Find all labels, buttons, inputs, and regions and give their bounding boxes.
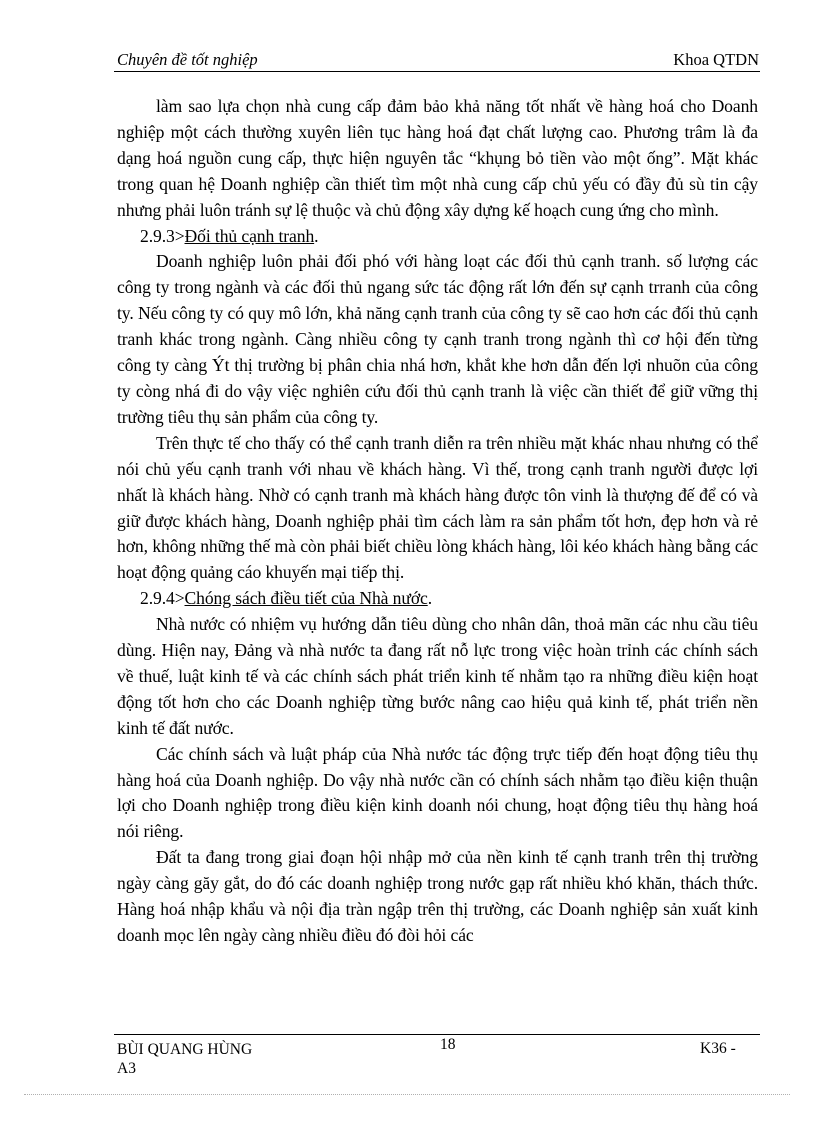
paragraph: Đất ta đang trong giai đoạn hội nhập mở của nền kinh tế cạnh tranh trên thị trường ngày càng găy gắt, do đó các doanh nghiệp trong nước gạp rất nhiều khó khăn, thách thức. Hàng hoá nhập khẩu và nội địa tràn ngập trên thị trường, các Doanh nghiệp sản xuất kinh doanh mọc lên ngày càng nhiều điều đó đòi hỏi các (117, 847, 758, 945)
paragraph: làm sao lựa chọn nhà cung cấp đảm bảo khả năng tốt nhất về hàng hoá cho Doanh nghiệp một cách thường xuyên liên tục hàng hoá đạt chất lượng cao. Phương trâm là đa dạng hoá nguồn cung cấp, thực hiện nguyên tắc “khụng bỏ tiền vào một ống”. Mặt khác trong quan hệ Doanh nghiệp cần thiết tìm một nhà cung cấp chủ yếu có đầy đủ sù tin cậy nhưng phải luôn tránh sự lệ thuộc và chủ động xây dựng kế hoạch cung ứng cho mình. (117, 96, 758, 220)
page-bottom-margin-line (24, 1094, 790, 1095)
page-number: 18 (440, 1036, 456, 1053)
section-number: 2.9.3> (140, 225, 185, 246)
section-heading-2-9-4 (117, 586, 758, 612)
author-group: A3 (117, 1060, 136, 1077)
author-name: BÙI QUANG HÙNG (117, 1041, 253, 1058)
section-number: 2.9.4> (140, 588, 185, 609)
footer-divider (114, 1034, 760, 1035)
section-title-end: . (314, 225, 319, 246)
footer-author (117, 1040, 277, 1078)
header-faculty: Khoa QTDN (673, 50, 759, 69)
section-title-end: . (427, 588, 433, 609)
section-title: Đối thủ cạnh tranh (184, 225, 315, 246)
section-heading-2-9-3 (117, 224, 758, 250)
paragraph: Các chính sách và luật pháp của Nhà nước tác động trực tiếp đến hoạt động tiêu thụ hàng hoá của Doanh nghiệp. Do vậy nhà nước cần có chính sách nhằm tạo điều kiện thuận lợi cho Doanh nghiệp trong điều kiện kinh doanh nói chung, hoạt động tiêu thụ hàng hoá nói riêng. (117, 743, 758, 842)
page-body (117, 94, 758, 949)
paragraph: Trên thực tế cho thấy có thể cạnh tranh diễn ra trên nhiều mặt khác nhau nhưng có thể nói chủ yếu cạnh tranh với nhau về khách hàng. Vì thế, trong cạnh tranh người được lợi nhất là khách hàng. Nhờ có cạnh tranh mà khách hàng được tôn vinh là thượng đế để có và giữ được khách hàng, Doanh nghiệp phải tìm cách làm ra sản phẩm tốt hơn, đẹp hơn và rẻ hơn, không những thế mà còn phải biết chiều lòng khách hàng, lôi kéo khách hàng bằng các hoạt động quảng cáo khuyến mại tiếp thị. (117, 432, 758, 583)
paragraph: Nhà nước có nhiệm vụ hướng dẫn tiêu dùng cho nhân dân, thoả mãn các nhu cầu tiêu dùng. Hiện nay, Đảng và nhà nước ta đang rất nỗ lực trong việc hoàn trỉnh các chính sách về thuế, luật kinh tế và các chính sách phát triển kinh tế nhằm tạo ra những điều kiện hoạt động tốt hơn cho các Doanh nghiệp từng bước nâng cao hiệu quả kinh tế, phát triển nền kinh tế đất nước. (117, 614, 758, 738)
paragraph: Doanh nghiệp luôn phải đối phó với hàng loạt các đối thủ cạnh tranh. số lượng các công ty trong ngành và các đối thủ ngang sức tác động rất lớn đến sự cạnh trranh của công ty. Nếu công ty có quy mô lớn, khả năng cạnh tranh của công ty sẽ cao hơn các đối thủ cạnh tranh khác trong ngành. Càng nhiều công ty cạnh tranh trong ngành thì cơ hội đến từng công ty càng Ýt thị trường bị phân chia nhá hơn, khắt khe hơn dẫn đến lợi nhuõn của công ty còng nhá đi do vậy việc nghiên cứu đối thủ cạnh tranh là việc cần thiết để giữ vững thị trường tiêu thụ sản phẩm của công ty. (117, 251, 758, 427)
header-divider (114, 71, 760, 72)
footer-class-code: K36 - (700, 1040, 736, 1057)
section-title: Chóng sách điều tiết của Nhà nước (184, 588, 428, 609)
header-document-title: Chuyên đề tốt nghiệp (117, 50, 258, 69)
